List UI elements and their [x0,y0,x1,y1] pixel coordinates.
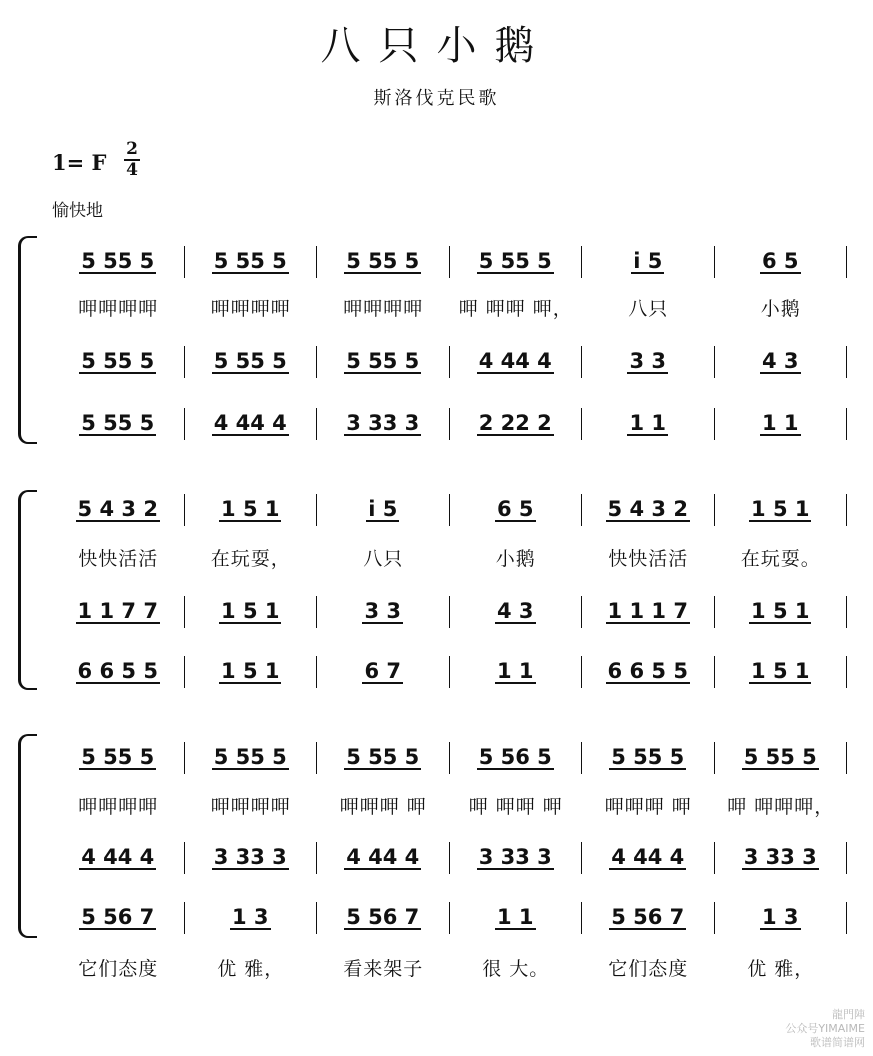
lyric-measure [185,542,318,572]
measure [317,408,450,440]
lyric-text: 呷呷呷呷 [78,795,159,818]
measure [317,902,450,934]
note-group: 3 3 [629,349,667,373]
system-3-melody-row [52,742,847,774]
note-group: 5 56 7 [346,905,420,929]
measure [715,902,848,934]
note-group: 1 5 1 [751,497,810,521]
lyric-measure [450,952,583,982]
lyric-measure [715,292,848,322]
lyric-text: 八只 [363,547,404,570]
lyric-text: 八只 [628,297,669,320]
measure [450,596,583,628]
note-group: 3 33 3 [478,845,552,869]
measure [715,408,848,440]
note-group: 3 3 [364,599,402,623]
note-group: 5 55 5 [81,249,155,273]
lyric-measure [582,790,715,820]
note-group: 1 1 7 7 [77,599,158,623]
note-group: 1 5 1 [751,659,810,683]
measure [715,494,848,526]
system-3-bass-row [52,902,847,934]
lyric-measure [52,790,185,820]
note-group: 1 5 1 [221,599,280,623]
lyric-measure [52,542,185,572]
measure [52,494,185,526]
score-subtitle: 斯洛伐克民歌 [373,88,500,109]
note-group: 2 22 2 [478,411,552,435]
lyric-text: 呷 呷呷 呷， [458,297,573,320]
note-group: 4 44 4 [213,411,287,435]
lyric-text: 呷呷呷 呷 [604,795,692,818]
measure [185,842,318,874]
lyric-measure [185,952,318,982]
measure [52,596,185,628]
measure [52,346,185,378]
note-group: 1 1 [761,411,799,435]
system-2-lyrics-row [52,542,847,572]
note-group: 5 56 7 [81,905,155,929]
watermark [785,1008,865,1050]
lyric-measure [317,542,450,572]
note-group: i 5 [368,497,398,521]
note-group: 3 33 3 [346,411,420,435]
lyric-text: 呷呷呷呷 [210,297,291,320]
measure [317,842,450,874]
note-group: 4 44 4 [611,845,685,869]
lyric-measure [582,952,715,982]
note-group: 5 4 3 2 [607,497,688,521]
note-group: 5 55 5 [346,745,420,769]
lyric-text: 它们态度 [608,957,689,980]
measure [185,742,318,774]
measure [582,246,715,278]
note-group: i 5 [633,249,663,273]
lyric-text: 呷呷呷 呷 [339,795,427,818]
measure [52,742,185,774]
lyric-text: 呷 呷呷呷， [727,795,835,818]
note-group: 5 55 5 [346,249,420,273]
note-group: 4 44 4 [346,845,420,869]
lyric-text: 快快活活 [608,547,689,570]
measure [450,408,583,440]
lyric-measure [185,292,318,322]
lyric-text: 呷呷呷呷 [78,297,159,320]
note-group: 5 55 5 [346,349,420,373]
measure [582,346,715,378]
measure [185,902,318,934]
lyric-measure [715,952,848,982]
lyric-measure [185,790,318,820]
measure [317,246,450,278]
measure [582,408,715,440]
lyric-text: 很 大。 [482,957,550,980]
lyric-text: 小鹅 [495,547,536,570]
note-group: 5 55 5 [611,745,685,769]
note-group: 1 1 [629,411,667,435]
measure [185,656,318,688]
note-group: 5 55 5 [743,745,817,769]
measure [317,656,450,688]
key-signature: 1= F [52,150,107,175]
watermark-site: 歌谱简谱网 [810,1036,865,1049]
measure [450,246,583,278]
measure [715,346,848,378]
lyric-text: 看来架子 [343,957,424,980]
note-group: 1 1 [496,905,534,929]
note-group: 5 56 7 [611,905,685,929]
measure [185,246,318,278]
lyric-measure [715,790,848,820]
note-group: 6 6 5 5 [607,659,688,683]
score-title: 八只小鹅 [320,23,553,69]
note-group: 1 5 1 [221,659,280,683]
measure [582,494,715,526]
note-group: 1 5 1 [221,497,280,521]
measure [450,902,583,934]
lyric-text: 呷 呷呷 呷 [468,795,563,818]
measure [715,246,848,278]
lyric-measure [582,292,715,322]
note-group: 3 33 3 [213,845,287,869]
measure [582,842,715,874]
system-1-brace [18,236,37,444]
lyric-measure [52,952,185,982]
measure [185,408,318,440]
measure [317,742,450,774]
note-group: 5 55 5 [81,411,155,435]
note-group: 1 3 [761,905,799,929]
note-group: 5 55 5 [213,745,287,769]
system-1-alto-row [52,346,847,378]
watermark-logo: 龍門陣 [832,1008,865,1021]
lyric-measure [317,292,450,322]
note-group: 1 1 [496,659,534,683]
lyric-text: 在玩耍， [210,547,291,570]
note-group: 5 55 5 [213,249,287,273]
lyric-measure [52,292,185,322]
note-group: 5 55 5 [213,349,287,373]
lyric-measure [715,542,848,572]
measure [450,842,583,874]
measure [317,494,450,526]
lyric-text: 呷呷呷呷 [210,795,291,818]
measure [317,346,450,378]
measure [317,596,450,628]
lyric-text: 快快活活 [78,547,159,570]
measure [52,408,185,440]
measure [582,596,715,628]
note-group: 4 44 4 [478,349,552,373]
measure [450,346,583,378]
system-1-melody-row [52,246,847,278]
note-group: 4 3 [761,349,799,373]
note-group: 6 6 5 5 [77,659,158,683]
lyric-measure [450,790,583,820]
note-group: 5 55 5 [81,745,155,769]
note-group: 6 5 [761,249,799,273]
lyric-text: 优 雅， [747,957,815,980]
note-group: 1 3 [231,905,269,929]
measure [582,656,715,688]
lyric-measure [582,542,715,572]
lyric-text: 在玩耍。 [740,547,821,570]
measure [582,742,715,774]
time-signature-top: 2 [126,139,138,159]
note-group: 5 4 3 2 [77,497,158,521]
measure [52,656,185,688]
measure [185,346,318,378]
note-group: 5 56 5 [478,745,552,769]
measure [450,742,583,774]
note-group: 5 55 5 [478,249,552,273]
tempo-marking: 愉快地 [52,201,103,221]
lyric-text: 小鹅 [760,297,801,320]
lyric-measure [317,952,450,982]
measure [715,742,848,774]
measure [52,842,185,874]
system-1-lyrics-row [52,292,847,322]
measure [450,494,583,526]
system-3-lyrics-row-2 [52,952,847,982]
system-2-brace [18,490,37,690]
measure [185,494,318,526]
measure [450,656,583,688]
lyric-text: 优 雅， [217,957,285,980]
system-1-bass-row [52,408,847,440]
note-group: 6 7 [364,659,402,683]
measure [52,902,185,934]
note-group: 3 33 3 [743,845,817,869]
note-group: 6 5 [496,497,534,521]
note-group: 4 44 4 [81,845,155,869]
measure [185,596,318,628]
system-3-alto-row [52,842,847,874]
lyric-measure [450,542,583,572]
lyric-text: 呷呷呷呷 [343,297,424,320]
note-group: 5 55 5 [81,349,155,373]
lyric-text: 它们态度 [78,957,159,980]
time-signature-bottom: 4 [126,160,138,180]
system-2-alto-row [52,596,847,628]
lyric-measure [317,790,450,820]
measure [715,656,848,688]
measure [52,246,185,278]
system-3-lyrics-row [52,790,847,820]
lyric-measure [450,292,583,322]
measure [715,596,848,628]
measure [582,902,715,934]
note-group: 1 5 1 [751,599,810,623]
system-2-melody-row [52,494,847,526]
system-3-brace [18,734,37,938]
watermark-wechat: 公众号YIMAIME [785,1022,865,1035]
system-2-bass-row [52,656,847,688]
measure [715,842,848,874]
note-group: 4 3 [496,599,534,623]
note-group: 1 1 1 7 [607,599,688,623]
time-signature [122,140,142,180]
